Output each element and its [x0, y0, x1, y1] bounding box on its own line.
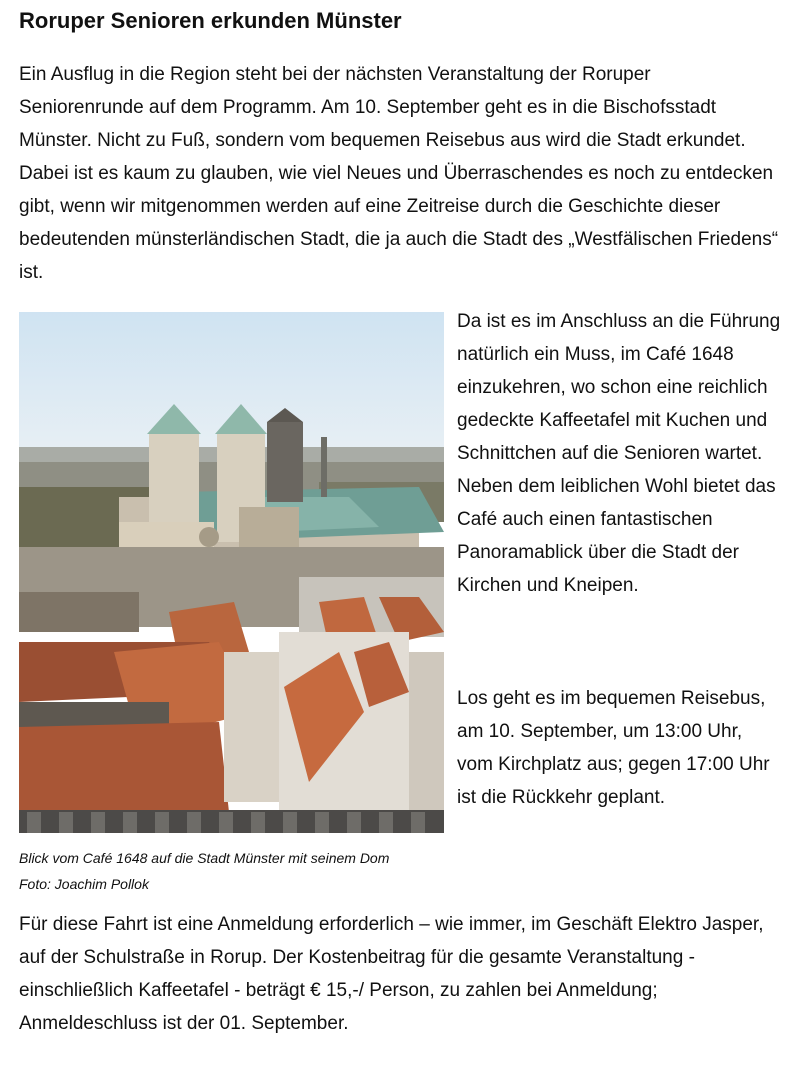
- article-title: Roruper Senioren erkunden Münster: [19, 8, 402, 33]
- registration-paragraph: Für diese Fahrt ist eine Anmeldung erforderlich – wie immer, im Geschäft Elektro Jasper, auf der Schulstraße in Rorup. Der Kostenbeitrag für die gesamte Veranstaltung - einschließlich Kaffeetafel - beträgt € 15,-/ Person, zu zahlen bei Anmeldung; Anmeldeschluss ist der 01. September.: [19, 914, 764, 1034]
- departure-paragraph: Los geht es im bequemen Reisebus, am 10. September, um 13:00 Uhr, vom Kirchplatz aus; gegen 17:00 Uhr ist die Rückkehr geplant.: [457, 688, 770, 808]
- cafe-paragraph: Da ist es im Anschluss an die Führung natürlich ein Muss, im Café 1648 einzukehren, wo schon eine reichlich gedeckte Kaffeetafel mit Kuchen und Schnittchen auf die Senioren wartet. Neben dem leiblichen Wohl bietet das Café auch einen fantastischen Panoramablick über die Stadt der Kirchen und Kneipen.: [457, 311, 781, 596]
- intro-paragraph: Ein Ausflug in die Region steht bei der nächsten Veranstaltung der Roruper Seniorenrunde auf dem Programm. Am 10. September geht es in die Bischofsstadt Münster. Nicht zu Fuß, sondern vom bequemen Reisebus aus wird die Stadt erkundet. Dabei ist es kaum zu glauben, wie viel Neues und Überraschendes es noch zu entdecken gibt, wenn wir mitgenommen werden auf eine Zeitreise durch die Geschichte dieser bedeutenden münsterländischen Stadt, die ja auch die Stadt des „Westfälischen Friedens“ ist.: [19, 64, 779, 283]
- photo-caption: Blick vom Café 1648 auf die Stadt Münster mit seinem Dom: [19, 850, 390, 866]
- muenster-cathedral-photo: [19, 312, 444, 833]
- photo-credit: Foto: Joachim Pollok: [19, 876, 149, 892]
